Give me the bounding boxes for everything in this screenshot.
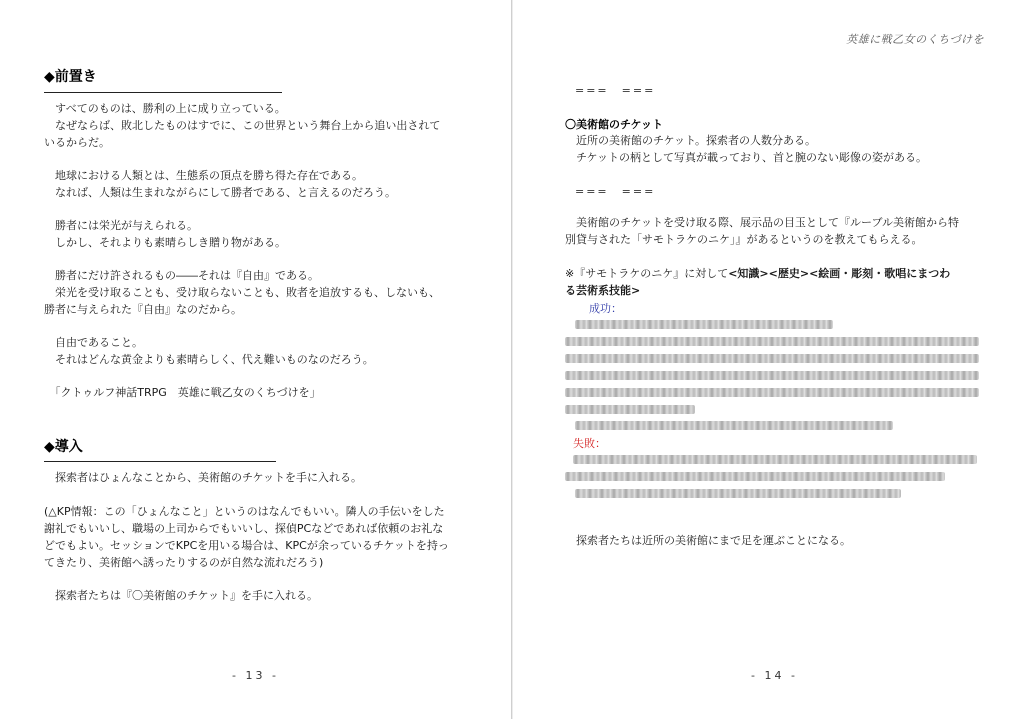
page-number-13: - 13 - xyxy=(232,669,279,682)
preface-paragraph-1: すべてのものは、勝利の上に成り立っている。 なぜならば、敗北したものはすでに、この世界という舞台上から追い出されて いるからだ。 xyxy=(44,102,441,149)
intro-paragraph-3: 探索者たちは『〇美術館のチケット』を手に入れる。 xyxy=(44,589,319,602)
skill-check-note xyxy=(565,265,950,299)
failure-label: 失敗： xyxy=(573,437,606,450)
preface-heading: ◆前置き xyxy=(44,69,97,85)
intro-paragraph-1: 探索者はひょんなことから、美術館のチケットを手に入れる。 xyxy=(44,471,363,484)
preface-paragraph-4: 勝者にだけ許されるもの――それは『自由』である。 栄光を受け取ることも、受け取らないことも、敗者を追放するも、しないも、 勝者に与えられた『自由』なのだから。 xyxy=(44,269,440,316)
ticket-heading: 〇美術館のチケット xyxy=(565,118,664,131)
ticket-description: 近所の美術館のチケット。探索者の人数分ある。 チケットの柄として写真が載っており、首と腕のない彫像の姿がある。 xyxy=(565,134,928,164)
section-separator-1: === === xyxy=(575,84,656,97)
closing-paragraph: 探索者たちは近所の美術館にまで足を運ぶことになる。 xyxy=(565,534,851,547)
preface-heading-rule xyxy=(44,92,282,93)
preface-paragraph-3: 勝者には栄光が与えられる。 しかし、それよりも素晴らしき贈り物がある。 xyxy=(44,219,286,249)
page-14 xyxy=(513,0,1024,719)
running-header: 英雄に戦乙女のくちづけを xyxy=(846,33,984,46)
skill-note-skills: <知識><歴史><絵画・彫刻・歌唱にまつわ xyxy=(728,267,951,280)
exhibit-paragraph: 美術館のチケットを受け取る際、展示品の目玉として『ルーブル美術館から特 別貸与された「サモトラケのニケ」』があるというのを教えてもらえる。 xyxy=(565,216,960,246)
preface-paragraph-6: 「クトゥルフ神話TRPG 英雄に戦乙女のくちづけを」 xyxy=(44,386,321,399)
intro-kp-info: (△KP情報：この「ひょんなこと」というのはなんでもいい。隣人の手伝いをした 謝礼でもいいし、職場の上司からでもいいし、探偵PCなどであれば依頼のお礼な どでもよい。セッションでKPCを用いる場合は、KPCが余っているチケットを持っ てきたり、美術館へ誘ったりするのが自然な流れだろう) xyxy=(44,505,449,569)
preface-paragraph-5: 自由であること。 それはどんな黄金よりも素晴らしく、代え難いものなのだろう。 xyxy=(44,336,374,366)
page-number-14: - 14 - xyxy=(751,669,798,682)
intro-heading-rule xyxy=(44,461,276,462)
section-separator-2: === === xyxy=(575,185,656,198)
preface-paragraph-2: 地球における人類とは、生態系の頂点を勝ち得た存在である。 なれば、人類は生まれながらにして勝者である、と言えるのだろう。 xyxy=(44,169,396,199)
skill-note-skills-cont: る芸術系技能> xyxy=(565,284,641,297)
success-label: 成功： xyxy=(589,302,622,315)
skill-note-prefix: ※『サモトラケのニケ』に対して xyxy=(565,267,729,280)
intro-heading: ◆導入 xyxy=(44,439,83,455)
